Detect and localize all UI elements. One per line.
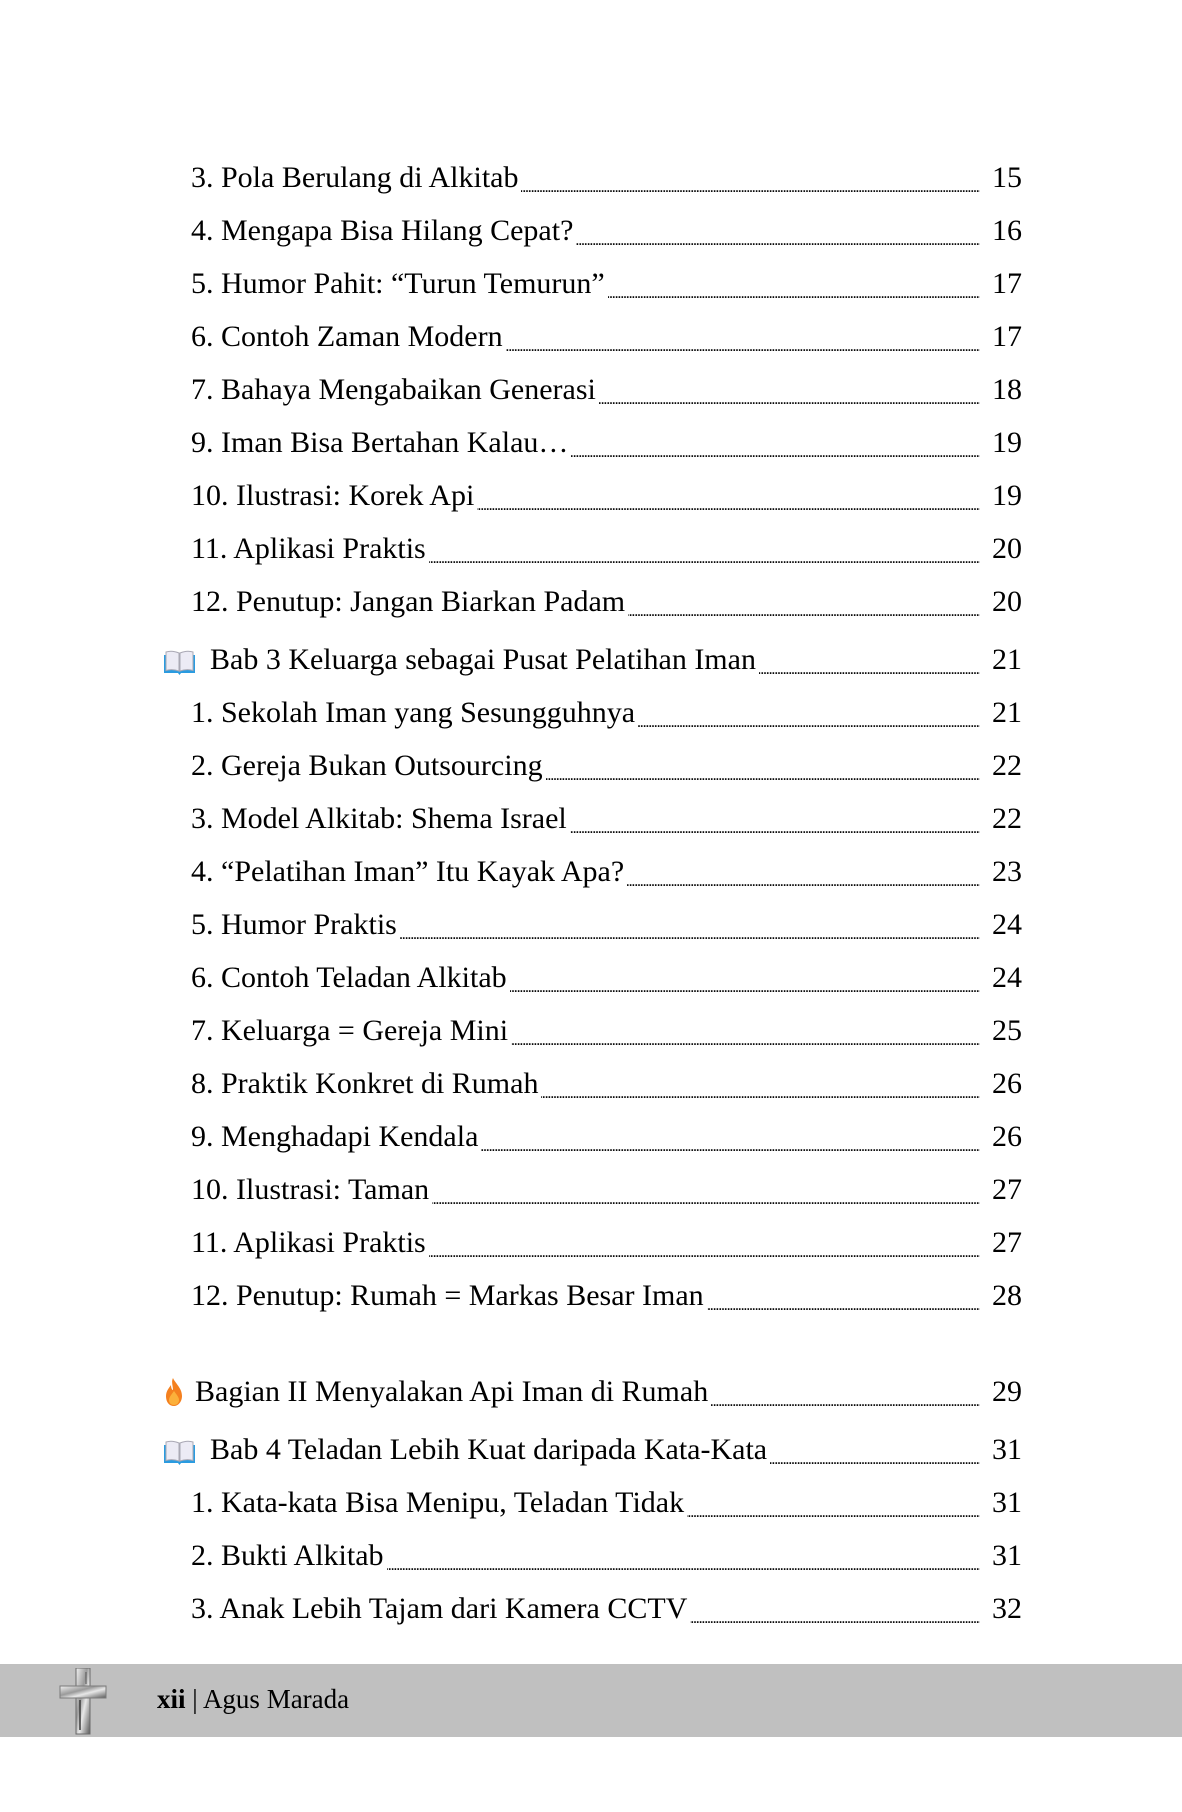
toc-entry-title: 9. Iman Bisa Bertahan Kalau… bbox=[191, 426, 569, 459]
toc-entry-title: 8. Praktik Konkret di Rumah bbox=[191, 1067, 539, 1100]
toc-entry-title: 10. Ilustrasi: Korek Api bbox=[191, 479, 475, 512]
toc-entry-page: 18 bbox=[992, 373, 1022, 406]
toc-entry-title: 3. Pola Berulang di Alkitab bbox=[191, 161, 519, 194]
toc-entry[interactable] bbox=[191, 1223, 1022, 1263]
toc-entry-page: 27 bbox=[992, 1173, 1022, 1206]
toc-entry-title: 2. Bukti Alkitab bbox=[191, 1539, 384, 1572]
toc-entry-page: 31 bbox=[992, 1433, 1022, 1466]
toc-entry-page: 25 bbox=[992, 1014, 1022, 1047]
footer-text bbox=[157, 1682, 349, 1716]
toc-entry[interactable] bbox=[191, 1483, 1022, 1523]
dot-leader bbox=[400, 905, 980, 945]
open-book-icon bbox=[163, 1437, 196, 1463]
toc-chapter-entry[interactable] bbox=[163, 640, 1022, 680]
toc-entry[interactable] bbox=[191, 693, 1022, 733]
toc-entry[interactable] bbox=[191, 1170, 1022, 1210]
toc-chapter-entry[interactable] bbox=[163, 1430, 1022, 1470]
toc-entry-title: 1. Sekolah Iman yang Sesungguhnya bbox=[191, 696, 636, 729]
toc-entry-page: 16 bbox=[992, 214, 1022, 247]
toc-entry-title: Bab 4 Teladan Lebih Kuat daripada Kata-Kata bbox=[210, 1433, 768, 1466]
dot-leader bbox=[429, 1223, 980, 1263]
dot-leader bbox=[687, 1483, 980, 1523]
footer-separator: | bbox=[192, 1684, 198, 1714]
toc-entry-title: 6. Contoh Zaman Modern bbox=[191, 320, 503, 353]
toc-entry[interactable] bbox=[191, 158, 1022, 198]
dot-leader bbox=[387, 1536, 980, 1576]
toc-entry[interactable] bbox=[191, 746, 1022, 786]
toc-entry-title: 9. Menghadapi Kendala bbox=[191, 1120, 479, 1153]
page-number: xii bbox=[157, 1684, 186, 1714]
toc-entry-page: 31 bbox=[992, 1539, 1022, 1572]
toc-entry[interactable] bbox=[191, 582, 1022, 622]
toc-entry[interactable] bbox=[191, 370, 1022, 410]
toc-entry-page: 17 bbox=[992, 320, 1022, 353]
dot-leader bbox=[707, 1276, 980, 1316]
dot-leader bbox=[759, 640, 980, 680]
dot-leader bbox=[429, 529, 980, 569]
toc-entry-page: 19 bbox=[992, 426, 1022, 459]
dot-leader bbox=[477, 476, 980, 516]
page-footer bbox=[0, 1664, 1182, 1737]
toc-entry-page: 22 bbox=[992, 749, 1022, 782]
toc-entry-title: 10. Ilustrasi: Taman bbox=[191, 1173, 430, 1206]
toc-entry-page: 20 bbox=[992, 585, 1022, 618]
toc-entry[interactable] bbox=[191, 529, 1022, 569]
toc-entry-page: 27 bbox=[992, 1226, 1022, 1259]
toc-entry-page: 31 bbox=[992, 1486, 1022, 1519]
dot-leader bbox=[432, 1170, 980, 1210]
author-name: Agus Marada bbox=[202, 1684, 350, 1714]
toc-entry-title: 2. Gereja Bukan Outsourcing bbox=[191, 749, 543, 782]
toc-entry[interactable] bbox=[191, 423, 1022, 463]
toc-entry[interactable] bbox=[191, 264, 1022, 304]
toc-entry-page: 24 bbox=[992, 908, 1022, 941]
toc-entry[interactable] bbox=[191, 1276, 1022, 1316]
toc-entry[interactable] bbox=[191, 1117, 1022, 1157]
toc-entry-page: 22 bbox=[992, 802, 1022, 835]
toc-entry-page: 17 bbox=[992, 267, 1022, 300]
toc-entry[interactable] bbox=[191, 905, 1022, 945]
dot-leader bbox=[608, 264, 980, 304]
toc-entry-title: 4. Mengapa Bisa Hilang Cepat? bbox=[191, 214, 574, 247]
dot-leader bbox=[711, 1372, 980, 1412]
open-book-icon bbox=[163, 647, 196, 673]
toc-entry-page: 32 bbox=[992, 1592, 1022, 1625]
toc-entry-title: 4. “Pelatihan Iman” Itu Kayak Apa? bbox=[191, 855, 625, 888]
toc-entry-title: 12. Penutup: Rumah = Markas Besar Iman bbox=[191, 1279, 704, 1312]
dot-leader bbox=[599, 370, 980, 410]
dot-leader bbox=[628, 582, 980, 622]
toc-entry[interactable] bbox=[191, 317, 1022, 357]
toc-entry[interactable] bbox=[191, 476, 1022, 516]
toc-entry[interactable] bbox=[191, 958, 1022, 998]
dot-leader bbox=[570, 799, 980, 839]
toc-part-entry[interactable] bbox=[163, 1372, 1022, 1412]
toc-entry-page: 26 bbox=[992, 1067, 1022, 1100]
toc-entry-title: 3. Anak Lebih Tajam dari Kamera CCTV bbox=[191, 1592, 688, 1625]
toc-entry-title: 1. Kata-kata Bisa Menipu, Teladan Tidak bbox=[191, 1486, 685, 1519]
toc-entry[interactable] bbox=[191, 1011, 1022, 1051]
toc-entry[interactable] bbox=[191, 1064, 1022, 1104]
toc-entry-page: 15 bbox=[992, 161, 1022, 194]
toc-entry-title: 5. Humor Pahit: “Turun Temurun” bbox=[191, 267, 605, 300]
toc-entry-title: 7. Keluarga = Gereja Mini bbox=[191, 1014, 509, 1047]
toc-entry[interactable] bbox=[191, 1589, 1022, 1629]
toc-entry[interactable] bbox=[191, 211, 1022, 251]
dot-leader bbox=[770, 1430, 980, 1470]
toc-entry-page: 21 bbox=[992, 696, 1022, 729]
fire-icon bbox=[165, 1377, 183, 1407]
toc-entry-page: 29 bbox=[992, 1375, 1022, 1408]
dot-leader bbox=[521, 158, 980, 198]
toc-entry-page: 20 bbox=[992, 532, 1022, 565]
toc-entry[interactable] bbox=[191, 799, 1022, 839]
dot-leader bbox=[546, 746, 980, 786]
dot-leader bbox=[576, 211, 980, 251]
dot-leader bbox=[541, 1064, 980, 1104]
toc-entry-page: 23 bbox=[992, 855, 1022, 888]
toc-entry-title: 11. Aplikasi Praktis bbox=[191, 532, 426, 565]
dot-leader bbox=[627, 852, 980, 892]
toc-entry-title: 12. Penutup: Jangan Biarkan Padam bbox=[191, 585, 626, 618]
toc-entry-title: 11. Aplikasi Praktis bbox=[191, 1226, 426, 1259]
toc-entry-title: 7. Bahaya Mengabaikan Generasi bbox=[191, 373, 596, 406]
toc-entry-page: 26 bbox=[992, 1120, 1022, 1153]
dot-leader bbox=[506, 317, 980, 357]
toc-entry-page: 21 bbox=[992, 643, 1022, 676]
dot-leader bbox=[571, 423, 980, 463]
dot-leader bbox=[511, 1011, 980, 1051]
dot-leader bbox=[481, 1117, 980, 1157]
toc-entry-page: 24 bbox=[992, 961, 1022, 994]
toc-entry-title: 6. Contoh Teladan Alkitab bbox=[191, 961, 507, 994]
toc-entry[interactable] bbox=[191, 1536, 1022, 1576]
toc-entry-title: 5. Humor Praktis bbox=[191, 908, 397, 941]
cross-icon bbox=[58, 1668, 108, 1736]
dot-leader bbox=[638, 693, 980, 733]
toc-entry-page: 28 bbox=[992, 1279, 1022, 1312]
toc-entry-title: Bagian II Menyalakan Api Iman di Rumah bbox=[195, 1375, 709, 1408]
toc-entry-title: Bab 3 Keluarga sebagai Pusat Pelatihan Iman bbox=[210, 643, 756, 676]
dot-leader bbox=[690, 1589, 980, 1629]
toc-entry-page: 19 bbox=[992, 479, 1022, 512]
dot-leader bbox=[510, 958, 980, 998]
toc-entry-title: 3. Model Alkitab: Shema Israel bbox=[191, 802, 567, 835]
toc-entry[interactable] bbox=[191, 852, 1022, 892]
